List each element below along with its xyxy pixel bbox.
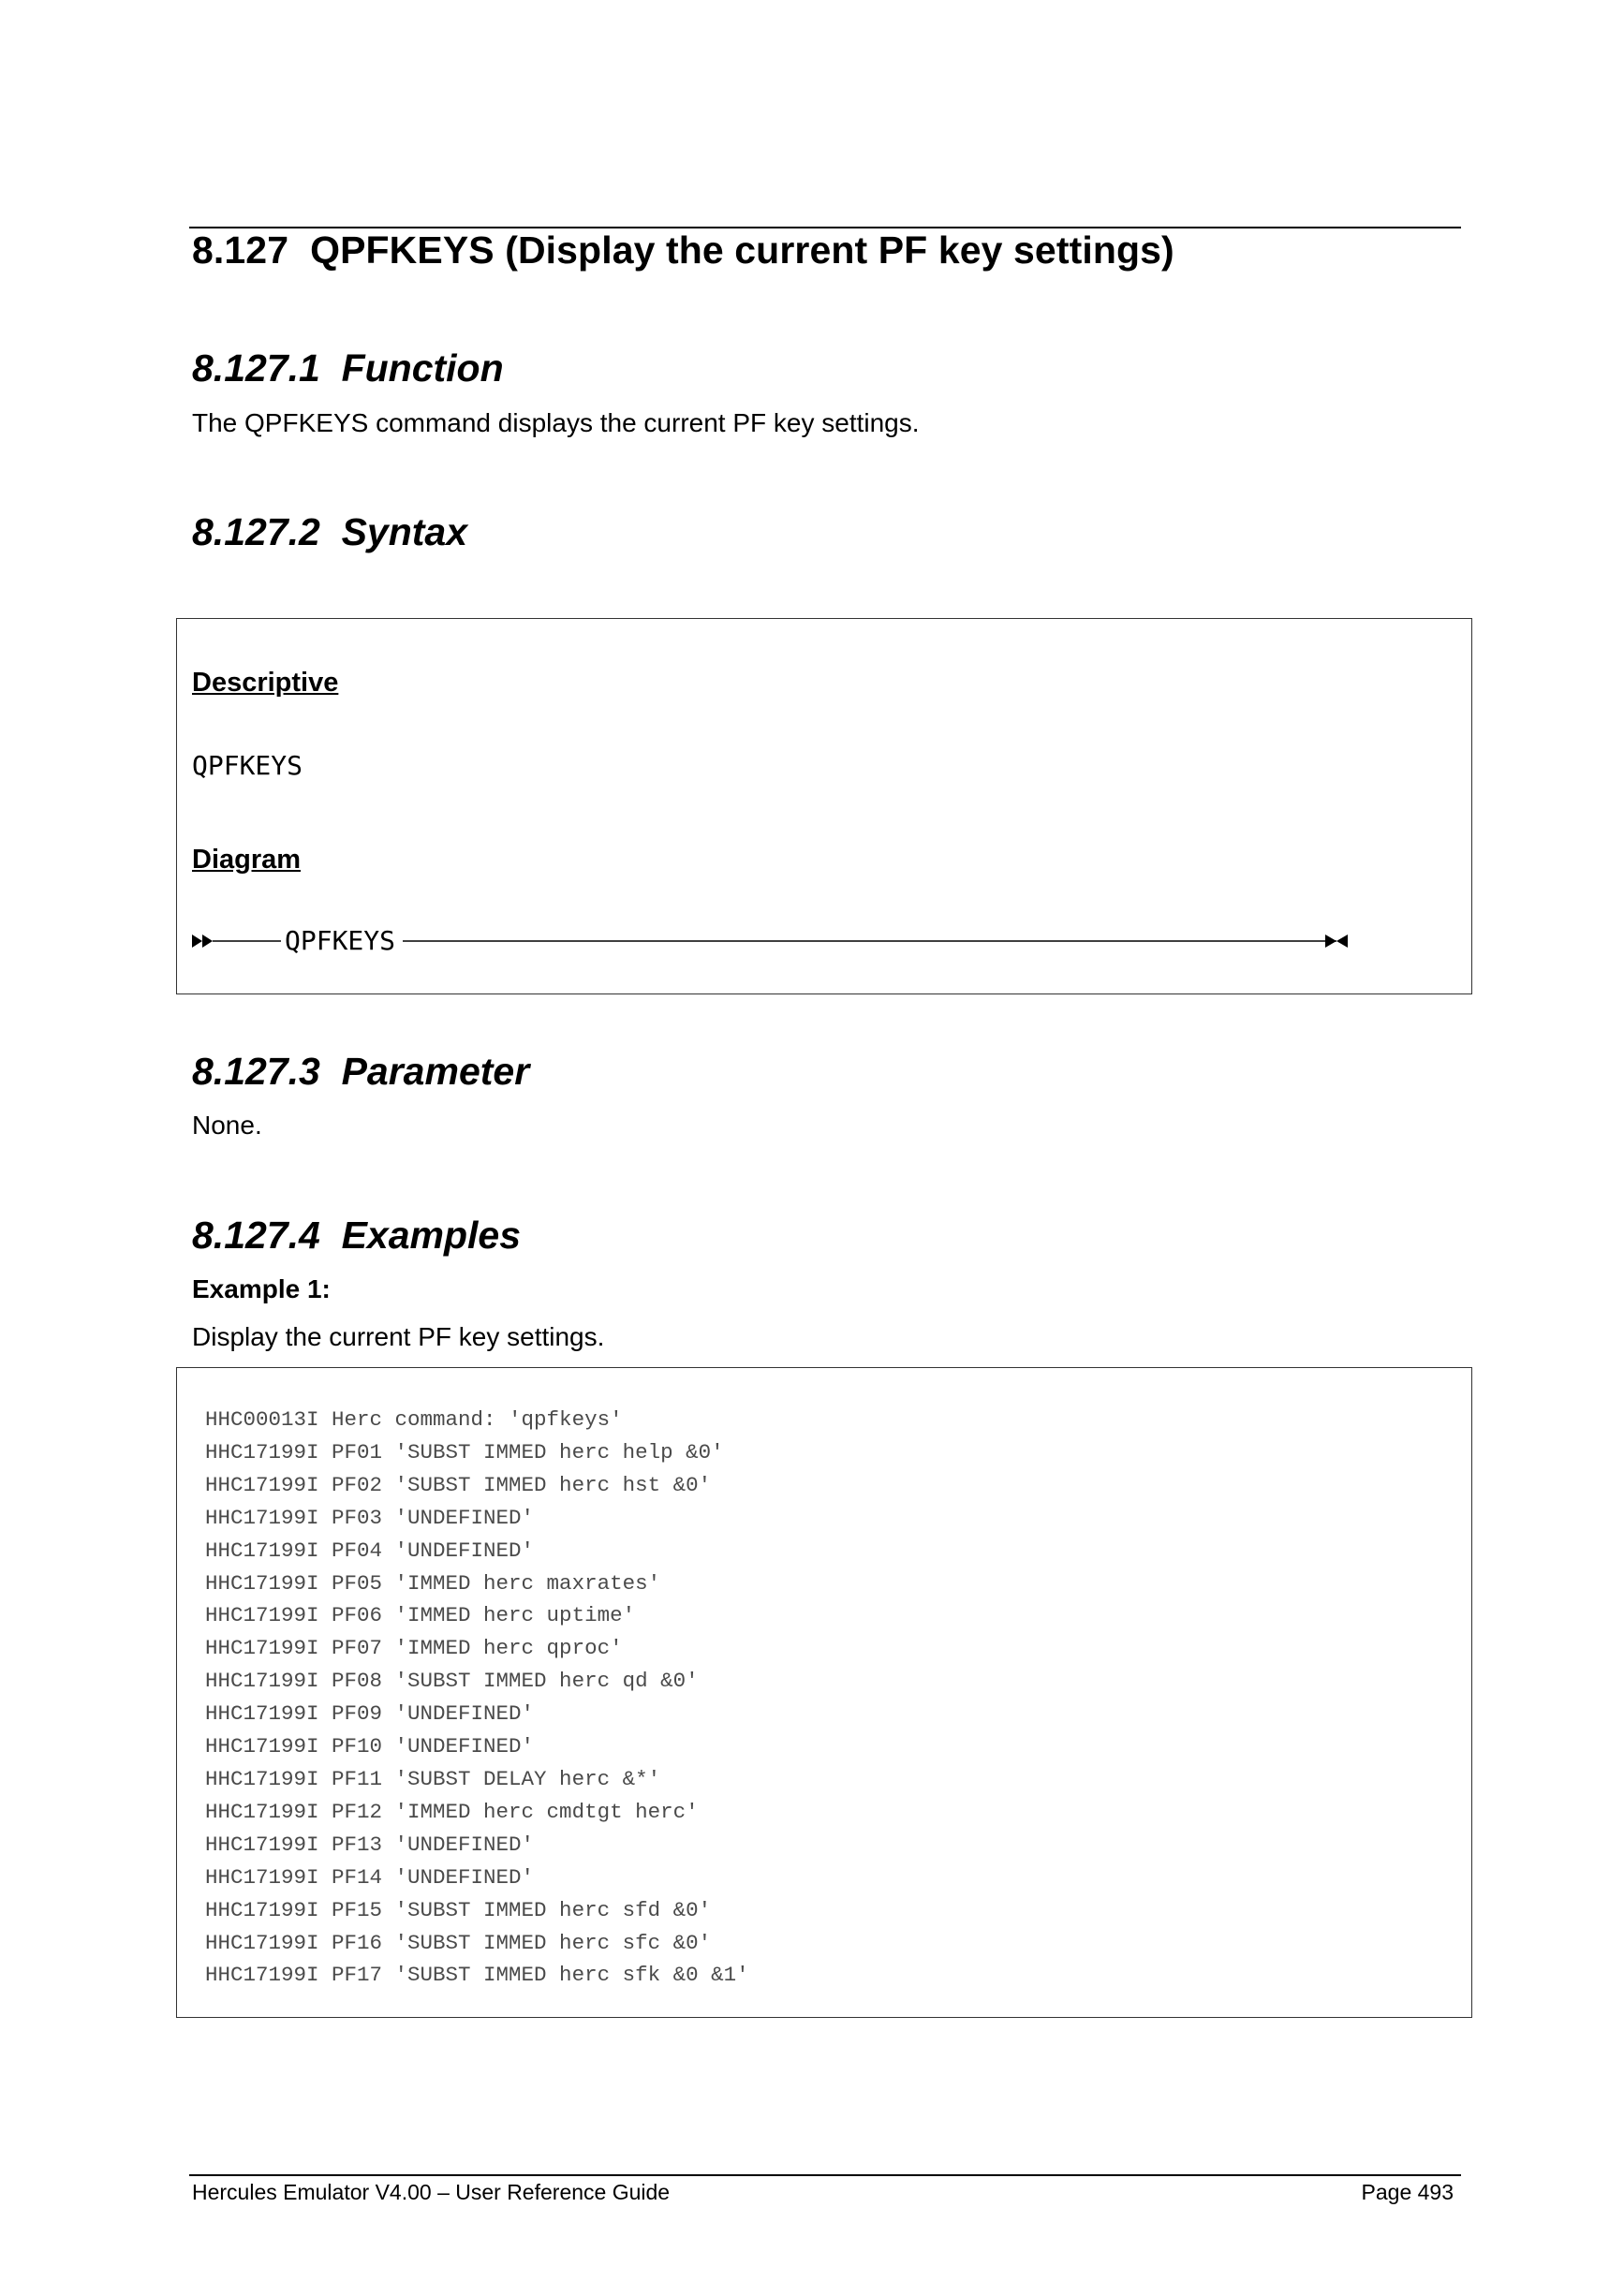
output-line: HHC17199I PF06 'IMMED herc uptime': [205, 1603, 636, 1628]
example-label: Example 1:: [192, 1274, 331, 1303]
section-title: 8.127 QPFKEYS (Display the current PF key settings): [192, 228, 1174, 272]
output-line: HHC00013I Herc command: 'qpfkeys': [205, 1407, 623, 1432]
output-line: HHC17199I PF07 'IMMED herc qproc': [205, 1636, 623, 1661]
page-number: Page 493: [1361, 2180, 1454, 2204]
output-line: HHC17199I PF09 'UNDEFINED': [205, 1701, 535, 1727]
output-line: HHC17199I PF05 'IMMED herc maxrates': [205, 1570, 661, 1596]
parameter-heading: 8.127.3 Parameter: [192, 1050, 530, 1093]
examples-heading: 8.127.4 Examples: [192, 1214, 522, 1257]
output-line: HHC17199I PF11 'SUBST DELAY herc &*': [205, 1766, 661, 1791]
syntax-heading: 8.127.2 Syntax: [192, 510, 468, 553]
output-line: HHC17199I PF15 'SUBST IMMED herc sfd &0': [205, 1897, 712, 1922]
output-line: HHC17199I PF02 'SUBST IMMED herc hst &0': [205, 1472, 712, 1497]
footer-rule: [189, 2174, 1461, 2176]
example-output-box: [176, 1367, 1472, 2018]
output-line: HHC17199I PF04 'UNDEFINED': [205, 1538, 535, 1563]
diagram-keyword: QPFKEYS: [281, 925, 403, 956]
function-text: The QPFKEYS command displays the current PF key settings.: [192, 408, 920, 437]
output-line: HHC17199I PF13 'UNDEFINED': [205, 1832, 535, 1857]
output-line: HHC17199I PF17 'SUBST IMMED herc sfk &0 &1': [205, 1963, 749, 1988]
output-line: HHC17199I PF14 'UNDEFINED': [205, 1864, 535, 1890]
output-line: HHC17199I PF10 'UNDEFINED': [205, 1734, 535, 1759]
footer-title: Hercules Emulator V4.00 – User Reference Guide: [192, 2180, 671, 2204]
function-heading: 8.127.1 Function: [192, 346, 504, 390]
syntax-diagram: [192, 923, 1363, 961]
syntax-box: [176, 618, 1472, 994]
output-line: HHC17199I PF16 'SUBST IMMED herc sfc &0': [205, 1930, 712, 1955]
diagram-label: Diagram: [192, 845, 302, 875]
descriptive-command: QPFKEYS: [192, 750, 303, 781]
output-line: HHC17199I PF08 'SUBST IMMED herc qd &0': [205, 1669, 699, 1694]
descriptive-label: Descriptive: [192, 668, 339, 698]
output-line: HHC17199I PF03 'UNDEFINED': [205, 1505, 535, 1530]
example-text: Display the current PF key settings.: [192, 1322, 605, 1351]
output-line: HHC17199I PF12 'IMMED herc cmdtgt herc': [205, 1799, 699, 1824]
example-output: [205, 1404, 749, 1992]
output-line: HHC17199I PF01 'SUBST IMMED herc help &0': [205, 1439, 724, 1464]
parameter-text: None.: [192, 1111, 262, 1140]
